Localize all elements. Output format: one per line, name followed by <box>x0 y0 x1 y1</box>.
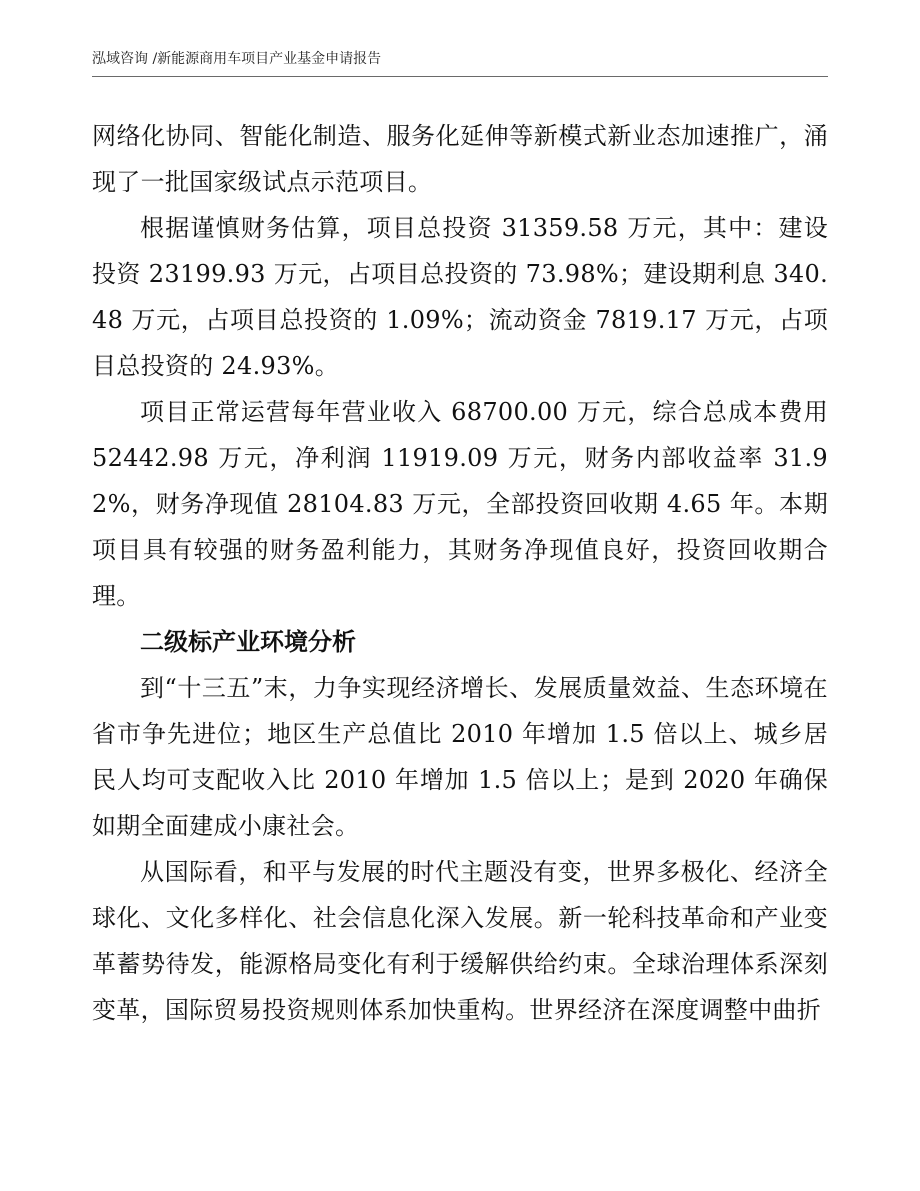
section-heading: 二级标产业环境分析 <box>140 628 356 656</box>
body-paragraph: 从国际看，和平与发展的时代主题没有变，世界多极化、经济全球化、文化多样化、社会信息化深入发展。新一轮科技革命和产业变革蓄势待发，能源格局变化有利于缓解供给约束。全球治理体系深刻变革，国际贸易投资规则体系加快重构。世界经济在深度调整中曲折 <box>92 858 828 1024</box>
body-paragraph: 网络化协同、智能化制造、服务化延伸等新模式新业态加速推广，涌现了一批国家级试点示范项目。 <box>92 122 828 196</box>
header-divider <box>92 76 828 77</box>
body-paragraph: 项目正常运营每年营业收入 68700.00 万元，综合总成本费用 52442.98 万元，净利润 11919.09 万元，财务内部收益率 31.92%，财务净现值 28104.83 万元，全部投资回收期 4.65 年。本期项目具有较强的财务盈利能力，其财务净现值良好，投资回收期合理。 <box>92 398 828 610</box>
page-header: 泓域咨询 /新能源商用车项目产业基金申请报告 <box>92 51 382 67</box>
body-paragraph: 根据谨慎财务估算，项目总投资 31359.58 万元，其中：建设投资 23199.93 万元，占项目总投资的 73.98%；建设期利息 340.48 万元，占项目总投资的 1.09%；流动资金 7819.17 万元，占项目总投资的 24.93%。 <box>92 214 828 380</box>
document-body <box>92 113 828 1033</box>
body-paragraph: 到“十三五”末，力争实现经济增长、发展质量效益、生态环境在省市争先进位；地区生产总值比 2010 年增加 1.5 倍以上、城乡居民人均可支配收入比 2010 年增加 1.5 倍以上；是到 2020 年确保如期全面建成小康社会。 <box>92 674 828 840</box>
